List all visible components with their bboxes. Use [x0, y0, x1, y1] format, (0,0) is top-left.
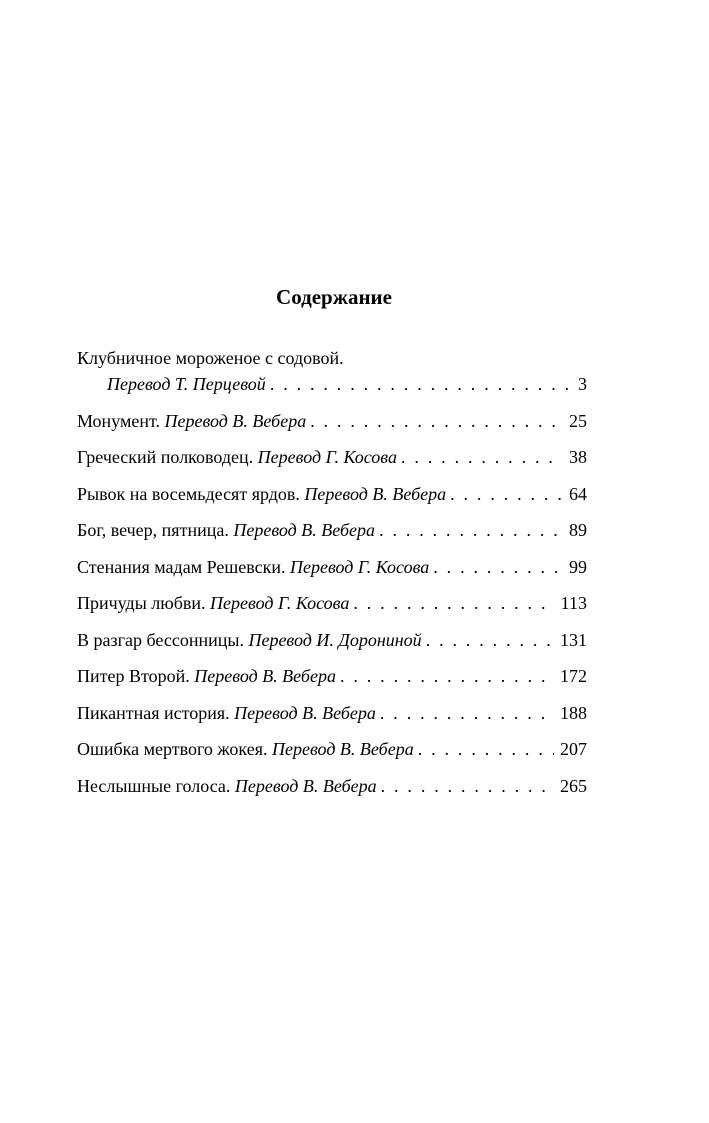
dot-leader [401, 444, 563, 470]
dot-leader [426, 627, 554, 653]
toc-entry-translator: Перевод В. Вебера [194, 666, 336, 686]
toc-entry-page: 265 [560, 775, 587, 796]
toc-entry-title: Рывок на восемьдесят ярдов. [77, 483, 305, 504]
toc-entry [77, 773, 587, 799]
toc-entry-title: Питер Второй. [77, 666, 195, 686]
toc-entry-title: Ошибка мертвого жокея. [77, 739, 272, 759]
toc-entry-page: 131 [560, 629, 587, 650]
toc-entry-page: 113 [560, 593, 587, 613]
dot-leader [418, 736, 554, 762]
toc-entry-page: 3 [578, 374, 587, 394]
toc-entry-page: 172 [560, 666, 587, 686]
toc-entry-translator: Перевод В. Вебера [234, 775, 377, 796]
toc-entry-page: 25 [569, 410, 587, 431]
toc-entry [77, 345, 587, 397]
toc-entry [77, 517, 587, 543]
toc-entry-translator: Перевод В. Вебера [304, 483, 447, 504]
toc-entry-page: 188 [560, 702, 587, 723]
toc-entry-title: Причуды любви. [77, 593, 211, 613]
dot-leader [340, 663, 554, 689]
toc-entry [77, 444, 587, 470]
toc-entry-title: Клубничное мороженое с содовой. [77, 348, 344, 368]
toc-entry-translator: Перевод В. Вебера [272, 739, 414, 759]
toc-entry-translator: Перевод В. Вебера [164, 410, 307, 431]
page-title: Содержание [276, 285, 392, 309]
toc-entry-title: Неслышные голоса. [77, 775, 235, 796]
toc-entry-page: 89 [569, 520, 587, 540]
toc-entry-page: 64 [569, 483, 587, 504]
toc-entry [77, 627, 587, 653]
toc-entry [77, 554, 587, 580]
toc-entry [77, 590, 587, 616]
dot-leader [381, 773, 554, 799]
toc-entry-title: Пикантная история. [77, 702, 235, 723]
dot-leader [310, 408, 563, 434]
toc-entry-translator: Перевод В. Вебера [233, 520, 376, 540]
table-of-contents [77, 345, 587, 809]
dot-leader [380, 700, 554, 726]
toc-entry-title: Стенания мадам Решевски. [77, 556, 290, 577]
toc-entry-title: Греческий полководец. [77, 447, 258, 467]
toc-entry-title: Бог, вечер, пятница. [77, 520, 234, 540]
toc-entry [77, 736, 587, 762]
toc-entry-page: 38 [569, 447, 587, 467]
toc-entry [77, 663, 587, 689]
toc-entry-translator: Перевод В. Вебера [234, 702, 376, 723]
toc-entry [77, 700, 587, 726]
toc-entry-translator: Перевод Г. Косова [289, 556, 430, 577]
toc-entry-translator: Перевод Г. Косова [210, 593, 350, 613]
toc-entry [77, 408, 587, 434]
toc-entry-page: 207 [560, 739, 587, 759]
dot-leader [450, 481, 563, 507]
dot-leader [353, 590, 554, 616]
toc-entry-translator: Перевод Г. Косова [257, 447, 397, 467]
dot-leader [379, 517, 563, 543]
dot-leader [270, 371, 572, 397]
toc-entry-title: Монумент. [77, 410, 165, 431]
dot-leader [433, 554, 563, 580]
toc-entry-page: 99 [569, 556, 587, 577]
toc-entry [77, 481, 587, 507]
toc-entry-translator: Перевод Т. Перцевой [107, 374, 266, 394]
toc-entry-title: В разгар бессонницы. [77, 629, 249, 650]
toc-entry-translator: Перевод И. Дорониной [248, 629, 422, 650]
